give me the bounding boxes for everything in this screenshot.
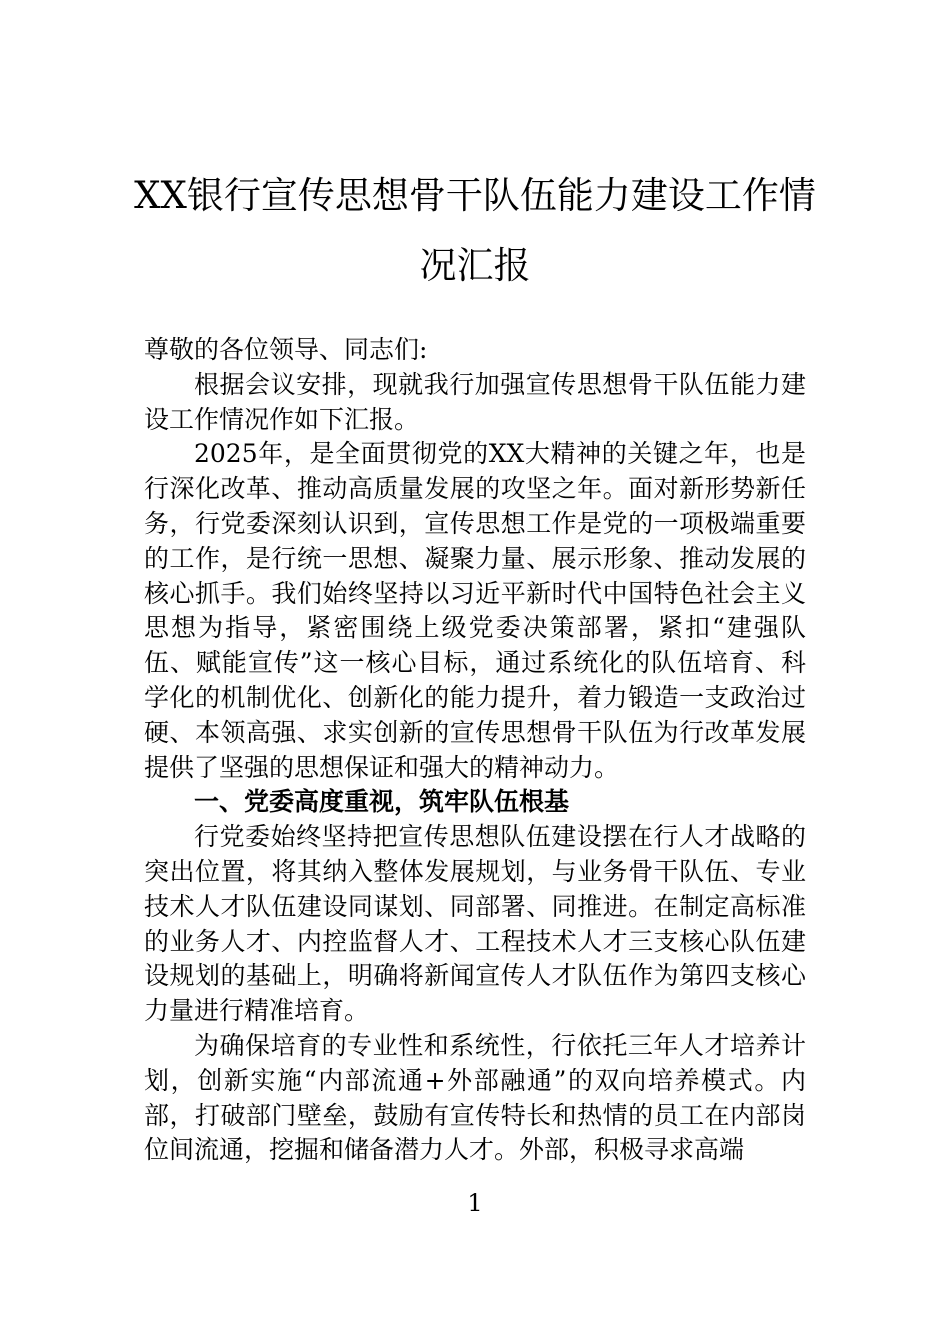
paragraph-intro: 根据会议安排，现就我行加强宣传思想骨干队伍能力建设工作情况作如下汇报。 — [144, 369, 806, 434]
paragraph-context: 2025年，是全面贯彻党的XX大精神的关键之年，也是行深化改革、推动高质量发展的攻坚之年。面对新形势新任务，行党委深刻认识到，宣传思想工作是党的一项极端重要的工作，是行统一思想、凝聚力量、展示形象、推动发展的核心抓手。我们始终坚持以习近平新时代中国特色社会主义思想为指导，紧密围绕上级党委决策部署，紧扣“建强队伍、赋能宣传”这一核心目标，通过系统化的队伍培育、科学化的机制优化、创新化的能力提升，着力锻造一支政治过硬、本领高强、求实创新的宣传思想骨干队伍为行改革发展提供了坚强的思想保证和强大的精神动力。 — [144, 439, 806, 782]
document-title-line-1: XX银行宣传思想骨干队伍能力建设工作情 — [134, 174, 816, 217]
page-number: 1 — [467, 1189, 483, 1217]
document-body — [144, 333, 806, 1168]
section-1-paragraph: 行党委始终坚持把宣传思想队伍建设摆在行人才战略的突出位置，将其纳入整体发展规划，与业务骨干队伍、专业技术人才队伍建设同谋划、同部署、同推进。在制定高标准的业务人才、内控监督人才、工程技术人才三支核心队伍建设规划的基础上，明确将新闻宣传人才队伍作为第四支核心力量进行精准培育。 — [144, 822, 806, 1026]
section-1-paragraph: 为确保培育的专业性和系统性，行依托三年人才培养计划，创新实施“内部流通+外部融通”的双向培养模式。内部，打破部门壁垒，鼓励有宣传特长和热情的员工在内部岗位间流通，挖掘和储备潜力人才。外部，积极寻求高端 — [144, 1030, 806, 1165]
salutation: 尊敬的各位领导、同志们: — [144, 335, 428, 364]
section-heading-1: 一、党委高度重视，筑牢队伍根基 — [194, 787, 570, 817]
document-title-line-2: 况汇报 — [419, 244, 531, 287]
